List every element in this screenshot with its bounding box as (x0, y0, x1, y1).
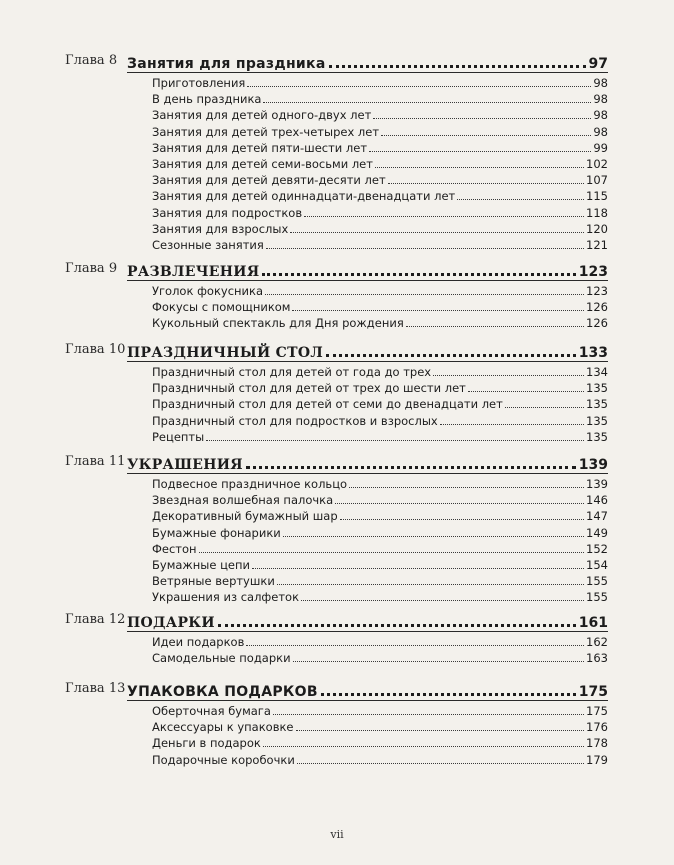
entry-title: Рецепты (152, 429, 205, 444)
entry-title: Уголок фокусника (152, 284, 264, 298)
entry-title: Занятия для детей девяти-десяти лет (152, 173, 386, 188)
entry-title: Оберточная бумага (152, 704, 271, 718)
dot-leader (373, 108, 591, 119)
entry-title: Приготовления (152, 76, 246, 90)
entry-title: Занятия для детей семи-восьми лет (152, 156, 373, 171)
chapter-title-line (127, 679, 608, 699)
entry-title: Декоративный бумажный шар (152, 509, 338, 524)
entry-page-number: 163 (586, 651, 608, 666)
entry-page-number: 135 (586, 413, 608, 428)
toc-entry (152, 508, 608, 524)
dot-leader (326, 340, 576, 357)
dot-leader (301, 590, 584, 601)
entry-page-number: 98 (593, 92, 608, 107)
entry-page-number: 120 (586, 221, 608, 236)
chapter-heading (0, 340, 674, 360)
entry-title: Кукольный спектакль для Дня рождения (152, 316, 404, 331)
dot-leader (388, 173, 584, 184)
entry-title: Занятия для детей одного-двух лет (152, 108, 372, 123)
entry-page-number: 135 (586, 381, 608, 396)
toc-entry (152, 719, 608, 735)
dot-leader (505, 397, 584, 408)
dot-leader (433, 365, 584, 376)
entry-page-number: 154 (586, 557, 608, 572)
entry-title: Занятия для детей одиннадцати-двенадцати лет (152, 189, 456, 204)
entry-page-number: 139 (586, 477, 608, 491)
chapter-section (0, 51, 674, 252)
dot-leader (247, 76, 591, 87)
entry-page-number: 135 (586, 397, 608, 412)
toc-entry (152, 172, 608, 188)
entry-title: Праздничный стол для детей от трех до шести лет (152, 381, 466, 396)
chapter-divider (127, 700, 608, 701)
chapter-title-line (127, 610, 608, 630)
dot-leader (283, 526, 584, 537)
entry-page-number: 118 (586, 205, 608, 220)
dot-leader (340, 509, 584, 520)
entry-title: Подарочные коробочки (152, 752, 295, 767)
chapter-divider (127, 72, 608, 73)
entry-page-number: 179 (586, 752, 608, 767)
entry-page-number: 134 (586, 365, 608, 379)
chapter-label: Глава 8 (65, 53, 118, 68)
entry-title: Звездная волшебная палочка (152, 493, 334, 508)
chapter-divider (127, 361, 608, 362)
dot-leader (468, 381, 584, 392)
entry-title: Аксессуары к упаковке (152, 720, 294, 735)
chapter-divider (127, 473, 608, 474)
entry-page-number: 123 (586, 284, 608, 298)
entry-page-number: 98 (593, 108, 608, 123)
entry-page-number: 152 (586, 541, 608, 556)
chapter-label: Глава 12 (65, 612, 126, 627)
chapter-page-number: 175 (578, 684, 608, 700)
entry-title: Сезонные занятия (152, 237, 264, 252)
dot-leader (406, 316, 584, 327)
dot-leader (262, 259, 575, 276)
entry-page-number: 99 (593, 140, 608, 155)
entry-page-number: 135 (586, 429, 608, 444)
dot-leader (292, 300, 584, 311)
dot-leader (349, 477, 584, 488)
entry-list (152, 703, 608, 768)
entry-title: Занятия для детей пяти-шести лет (152, 140, 368, 155)
toc-entry (152, 75, 608, 91)
chapter-page-number: 139 (578, 457, 608, 473)
chapter-heading (0, 51, 674, 71)
dot-leader (304, 206, 584, 217)
toc-entry (152, 107, 608, 123)
entry-page-number: 155 (586, 574, 608, 589)
dot-leader (199, 542, 584, 553)
entry-page-number: 98 (593, 76, 608, 90)
entry-page-number: 155 (586, 590, 608, 605)
dot-leader (329, 51, 586, 68)
toc-entry (152, 589, 608, 605)
toc-entry (152, 299, 608, 315)
chapter-heading (0, 610, 674, 630)
toc-entry (152, 315, 608, 331)
chapter-title: ПОДАРКИ (127, 615, 215, 631)
toc-entry (152, 91, 608, 107)
entry-page-number: 121 (586, 237, 608, 252)
toc-entry (152, 156, 608, 172)
entry-page-number: 102 (586, 156, 608, 171)
chapter-section (0, 259, 674, 331)
toc-entry (152, 221, 608, 237)
chapter-heading (0, 452, 674, 472)
entry-page-number: 175 (586, 704, 608, 718)
entry-title: Праздничный стол для подростков и взрослых (152, 413, 438, 428)
entry-page-number: 107 (586, 173, 608, 188)
chapter-title: УПАКОВКА ПОДАРКОВ (127, 684, 318, 700)
entry-title: Деньги в подарок (152, 736, 261, 751)
entry-title: Подвесное праздничное кольцо (152, 477, 348, 491)
chapter-label: Глава 13 (65, 681, 126, 696)
chapter-divider (127, 631, 608, 632)
toc-entry (152, 237, 608, 253)
entry-page-number: 126 (586, 300, 608, 315)
toc-entry (152, 573, 608, 589)
entry-title: Бумажные фонарики (152, 525, 281, 540)
toc-entry (152, 492, 608, 508)
toc-entry (152, 396, 608, 412)
dot-leader (369, 141, 591, 152)
chapter-title: УКРАШЕНИЯ (127, 457, 243, 473)
chapter-heading (0, 259, 674, 279)
dot-leader (375, 157, 584, 168)
toc-entry (152, 752, 608, 768)
entry-title: Фестон (152, 541, 197, 556)
entry-title: Занятия для детей трех-четырех лет (152, 124, 380, 139)
entry-title: Праздничный стол для детей от года до трех (152, 365, 432, 379)
chapter-title: ПРАЗДНИЧНЫЙ СТОЛ (127, 345, 324, 361)
dot-leader (273, 704, 584, 715)
chapter-heading (0, 679, 674, 699)
dot-leader (206, 430, 584, 441)
toc-entry (152, 476, 608, 492)
entry-title: Занятия для взрослых (152, 221, 289, 236)
toc-entry (152, 735, 608, 751)
entry-list (152, 283, 608, 332)
entry-title: Занятия для подростков (152, 205, 303, 220)
toc-entry (152, 557, 608, 573)
entry-list (152, 634, 608, 666)
toc-entry (152, 541, 608, 557)
dot-leader (321, 679, 576, 696)
chapter-section (0, 610, 674, 666)
entry-list (152, 75, 608, 253)
entry-title: Бумажные цепи (152, 557, 251, 572)
toc-entry (152, 124, 608, 140)
chapter-section (0, 679, 674, 767)
dot-leader (266, 238, 584, 249)
toc-entry (152, 283, 608, 299)
dot-leader (246, 635, 584, 646)
chapter-title: Занятия для праздника (127, 56, 326, 72)
toc-entry (152, 703, 608, 719)
chapter-label: Глава 10 (65, 342, 126, 357)
dot-leader (265, 284, 584, 295)
dot-leader (218, 610, 576, 627)
chapter-page-number: 161 (578, 615, 608, 631)
entry-title: Фокусы с помощником (152, 300, 291, 315)
entry-title: Украшения из салфеток (152, 590, 300, 605)
entry-page-number: 162 (586, 635, 608, 649)
chapter-page-number: 123 (578, 264, 608, 280)
dot-leader (440, 414, 584, 425)
toc-entry (152, 634, 608, 650)
toc-entry (152, 429, 608, 445)
toc-entry (152, 380, 608, 396)
entry-page-number: 115 (586, 189, 608, 204)
dot-leader (293, 651, 585, 662)
dot-leader (381, 125, 591, 136)
toc-entry (152, 650, 608, 666)
chapter-page-number: 97 (588, 56, 608, 72)
toc-entry (152, 205, 608, 221)
chapter-title: РАЗВЛЕЧЕНИЯ (127, 264, 260, 280)
entry-title: Идеи подарков (152, 635, 245, 649)
dot-leader (290, 222, 584, 233)
entry-page-number: 146 (586, 493, 608, 508)
toc-entry (152, 364, 608, 380)
entry-page-number: 147 (586, 509, 608, 524)
dot-leader (263, 736, 584, 747)
entry-page-number: 178 (586, 736, 608, 751)
entry-title: Самодельные подарки (152, 651, 291, 666)
entry-page-number: 126 (586, 316, 608, 331)
entry-list (152, 364, 608, 445)
dot-leader (335, 493, 584, 504)
toc-entry (152, 413, 608, 429)
chapter-label: Глава 11 (65, 454, 126, 469)
dot-leader (457, 189, 584, 200)
dot-leader (252, 558, 584, 569)
entry-title: В день праздника (152, 92, 262, 107)
toc-entry (152, 140, 608, 156)
chapter-page-number: 133 (578, 345, 608, 361)
toc-entry (152, 525, 608, 541)
dot-leader (246, 452, 576, 469)
chapter-title-line (127, 340, 608, 360)
chapter-section (0, 452, 674, 605)
chapter-title-line (127, 259, 608, 279)
dot-leader (277, 574, 584, 585)
dot-leader (296, 720, 585, 731)
page-number-footer: vii (330, 828, 344, 841)
toc-entry (152, 188, 608, 204)
chapter-label: Глава 9 (65, 261, 118, 276)
chapter-title-line (127, 452, 608, 472)
entry-title: Праздничный стол для детей от семи до двенадцати лет (152, 397, 503, 412)
dot-leader (263, 92, 591, 103)
chapter-divider (127, 280, 608, 281)
chapter-title-line (127, 51, 608, 71)
chapter-section (0, 340, 674, 444)
dot-leader (297, 753, 584, 764)
entry-list (152, 476, 608, 606)
entry-page-number: 176 (586, 720, 608, 735)
entry-title: Ветряные вертушки (152, 574, 275, 589)
entry-page-number: 98 (593, 124, 608, 139)
entry-page-number: 149 (586, 525, 608, 540)
